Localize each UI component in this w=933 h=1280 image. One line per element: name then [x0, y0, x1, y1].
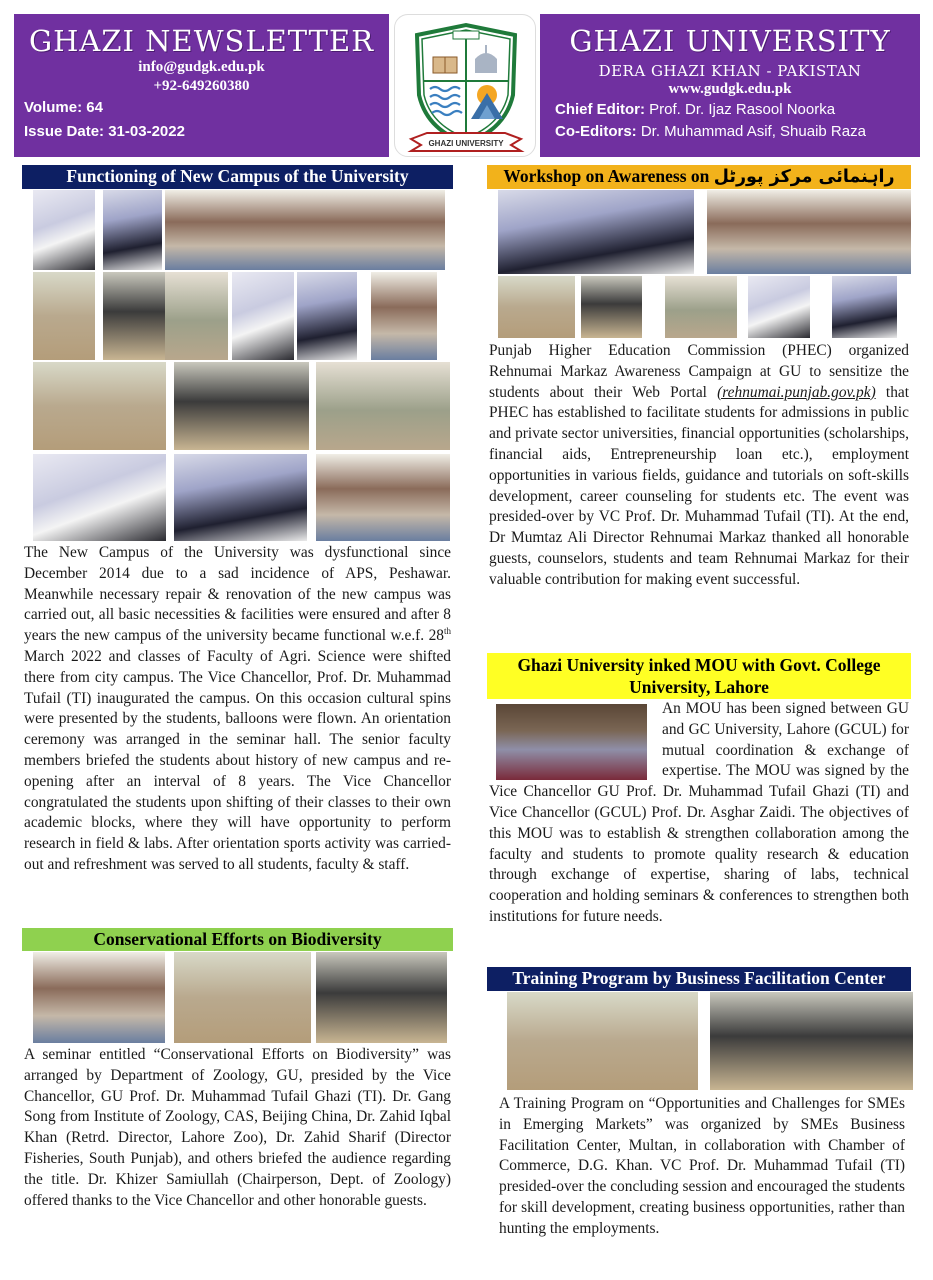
new-campus-photo	[174, 454, 307, 541]
university-logo	[394, 14, 536, 157]
ordinal-suffix: th	[443, 626, 451, 637]
photo-image	[33, 190, 95, 270]
university-title: GHAZI UNIVERSITY	[569, 24, 891, 58]
university-location: DERA GHAZI KHAN - PAKISTAN	[598, 62, 862, 80]
photo-image	[507, 992, 698, 1090]
photo-image	[33, 272, 95, 360]
photo-image	[316, 362, 450, 450]
new-campus-photo	[33, 190, 95, 270]
workshop-photo	[581, 276, 642, 338]
new-campus-photo	[371, 272, 437, 360]
contact-email[interactable]: info@gudgk.edu.pk	[138, 59, 265, 75]
new-campus-article	[24, 543, 451, 876]
new-campus-photo	[33, 454, 166, 541]
workshop-photo	[498, 276, 575, 338]
volume-label: Volume:	[24, 99, 83, 116]
photo-image	[165, 272, 228, 360]
university-masthead	[540, 14, 920, 157]
chief-editor-label: Chief Editor:	[555, 101, 645, 118]
new-campus-photo	[103, 272, 165, 360]
newsletter-masthead	[14, 14, 389, 157]
photo-image	[165, 190, 445, 270]
co-editors-label: Co-Editors:	[555, 123, 637, 140]
contact-phone: +92-649260380	[153, 78, 250, 94]
new-campus-photo	[297, 272, 357, 360]
workshop-article	[489, 341, 909, 591]
newsletter-title: GHAZI NEWSLETTER	[28, 24, 375, 58]
volume-value: 64	[86, 99, 103, 116]
section-title-training: Training Program by Business Facilitation Center	[487, 967, 911, 991]
workshop-text-1: Punjab Higher Education Commission (PHEC) organized Rehnumai Markaz Awareness Campaign at GU to sensitize the students about their Web Portal	[489, 342, 909, 401]
photo-image	[232, 272, 294, 360]
section-title-biodiversity: Conservational Efforts on Biodiversity	[22, 928, 453, 951]
issue-date-value: 31-03-2022	[108, 123, 185, 140]
mou-photo-spacer	[489, 699, 662, 781]
new-campus-text-1: The New Campus of the University was dysfunctional since December 2014 due to a sad incidence of APS, Peshawar. Meanwhile necessary repair & renovation of the new campus was carried out, all basic necessities & facilities were ensured and after 8 years the new campus of the university became functional w.e.f. 28	[24, 544, 451, 645]
training-photo	[507, 992, 698, 1090]
section-title-workshop	[487, 165, 911, 189]
photo-image	[371, 272, 437, 360]
volume	[14, 96, 389, 120]
workshop-photo	[498, 190, 694, 274]
photo-image	[665, 276, 737, 338]
rehnumai-portal-link[interactable]: (rehnumai.punjab.gov.pk)	[717, 383, 876, 401]
university-website[interactable]: www.gudgk.edu.pk	[668, 81, 792, 97]
mou-text: An MOU has been signed between GU and GC University, Lahore (GCUL) for mutual coordination & exchange of expertise. The MOU was signed by the Vice Chancellor GU Prof. Dr. Muhammad Tufail Ghazi (TI) and Vice Chancellor (GCUL) Prof. Dr. Asghar Zaidi. The objectives of this MOU was to establish & strengthen collaboration among the faculty and students to promote quality research & education through exchange of expertise, sharing of labs, technical cooperation and holding seminars & conferences to strengthen both institutions for future needs.	[489, 700, 909, 925]
biodiversity-photo	[33, 952, 165, 1043]
photo-image	[103, 272, 165, 360]
workshop-photo	[748, 276, 810, 338]
photo-image	[33, 362, 166, 450]
biodiversity-photo	[174, 952, 311, 1043]
biodiversity-article: A seminar entitled “Conservational Efforts on Biodiversity” was arranged by Department of Zoology, GU, presided by the Vice Chancellor, GU Prof. Dr. Muhammad Tufail Ghazi (TI). Dr. Gang Song from Institute of Zoology, CAS, Beijing China, Dr. Zahid Iqbal Khan (Retrd. Director, Lahore Zoo), Dr. Zahid Sharif (Director Fisheries, South Punjab), and others briefed the audience regarding the title. Dr. Khizer Samiullah (Chairperson, Dept. of Zoology) offered thanks to the Vice Chancellor and other honorable guests.	[24, 1046, 451, 1209]
photo-image	[498, 190, 694, 274]
photo-image	[498, 276, 575, 338]
training-article: A Training Program on “Opportunities and Challenges for SMEs in Emerging Markets” was organized by SMEs Business Facilitation Center, Multan, in collaboration with Chamber of Commerce, D.G. Khan. VC Prof. Dr. Muhammad Tufail (TI) presided-over the concluding session and encouraged the students for skill development, creating business opportunities, rather than hunting the employments.	[499, 1095, 905, 1237]
new-campus-photo	[33, 362, 166, 450]
co-editors	[540, 121, 920, 143]
photo-image	[707, 190, 911, 274]
workshop-photo	[832, 276, 897, 338]
biodiversity-photo	[316, 952, 447, 1043]
co-editors-names: Dr. Muhammad Asif, Shuaib Raza	[640, 123, 866, 140]
photo-image	[33, 454, 166, 541]
issue-date	[14, 120, 389, 144]
photo-image	[174, 454, 307, 541]
photo-image	[33, 952, 165, 1043]
photo-image	[748, 276, 810, 338]
chief-editor-name: Prof. Dr. Ijaz Rasool Noorka	[649, 101, 836, 118]
photo-image	[316, 454, 450, 541]
new-campus-photo	[33, 272, 95, 360]
issue-date-label: Issue Date:	[24, 123, 105, 140]
section-title-mou: Ghazi University inked MOU with Govt. College University, Lahore	[487, 653, 911, 699]
photo-image	[174, 952, 311, 1043]
photo-image	[174, 362, 309, 450]
new-campus-photo	[103, 190, 162, 270]
new-campus-photo	[316, 362, 450, 450]
photo-image	[297, 272, 357, 360]
mou-article	[489, 699, 909, 928]
photo-image	[316, 952, 447, 1043]
new-campus-photo	[174, 362, 309, 450]
photo-image	[710, 992, 913, 1090]
workshop-photo	[665, 276, 737, 338]
crest-icon	[395, 15, 537, 158]
training-photo	[710, 992, 913, 1090]
new-campus-photo	[316, 454, 450, 541]
workshop-photo	[707, 190, 911, 274]
new-campus-photo	[232, 272, 294, 360]
new-campus-text-2: March 2022 and classes of Faculty of Agri. Science were shifted there from city campus. The Vice Chancellor, Prof. Dr. Muhammad Tufail (TI) inaugurated the campus. On this occasion cultural spins were presented by the students, balloons were flown. An orientation ceremony was arranged in the seminar hall. The senior faculty members briefed the students about history of new campus and re-opening after an interval of 8 years. The Vice Chancellor congratulated the students upon shifting of their classes to their own academic blocks, where they will have opportunity to perform research in field & labs. After orientation sports activity was carried-out and refreshment was served to all students, faculty & staff.	[24, 647, 451, 873]
logo-ribbon-text: GHAZI UNIVERSITY	[428, 139, 504, 148]
workshop-title-urdu: راہنمائی مرکز پورٹل	[713, 167, 895, 187]
chief-editor	[540, 99, 920, 121]
photo-image	[832, 276, 897, 338]
new-campus-photo	[165, 272, 228, 360]
workshop-text-2: that PHEC has established to facilitate students for admissions in public and private sector universities, financial opportunities (scholarships, financial aids, Entrepreneurship loan etc.), employment opportunities in various fields, guidance and tutorials on soft-skills development, career counseling for students etc. The event was presided-over by VC Prof. Dr. Muhammad Tufail (TI). At the end, Dr Mumtaz Ali Director Rehnumai Markaz thanked all honorable guests, counselors, students and team Rehnumai Markaz for their valuable contribution for making event successful.	[489, 383, 909, 588]
photo-image	[581, 276, 642, 338]
photo-image	[103, 190, 162, 270]
section-title-new-campus: Functioning of New Campus of the University	[22, 165, 453, 189]
new-campus-photo	[165, 190, 445, 270]
workshop-title-english: Workshop on Awareness on	[503, 166, 710, 186]
